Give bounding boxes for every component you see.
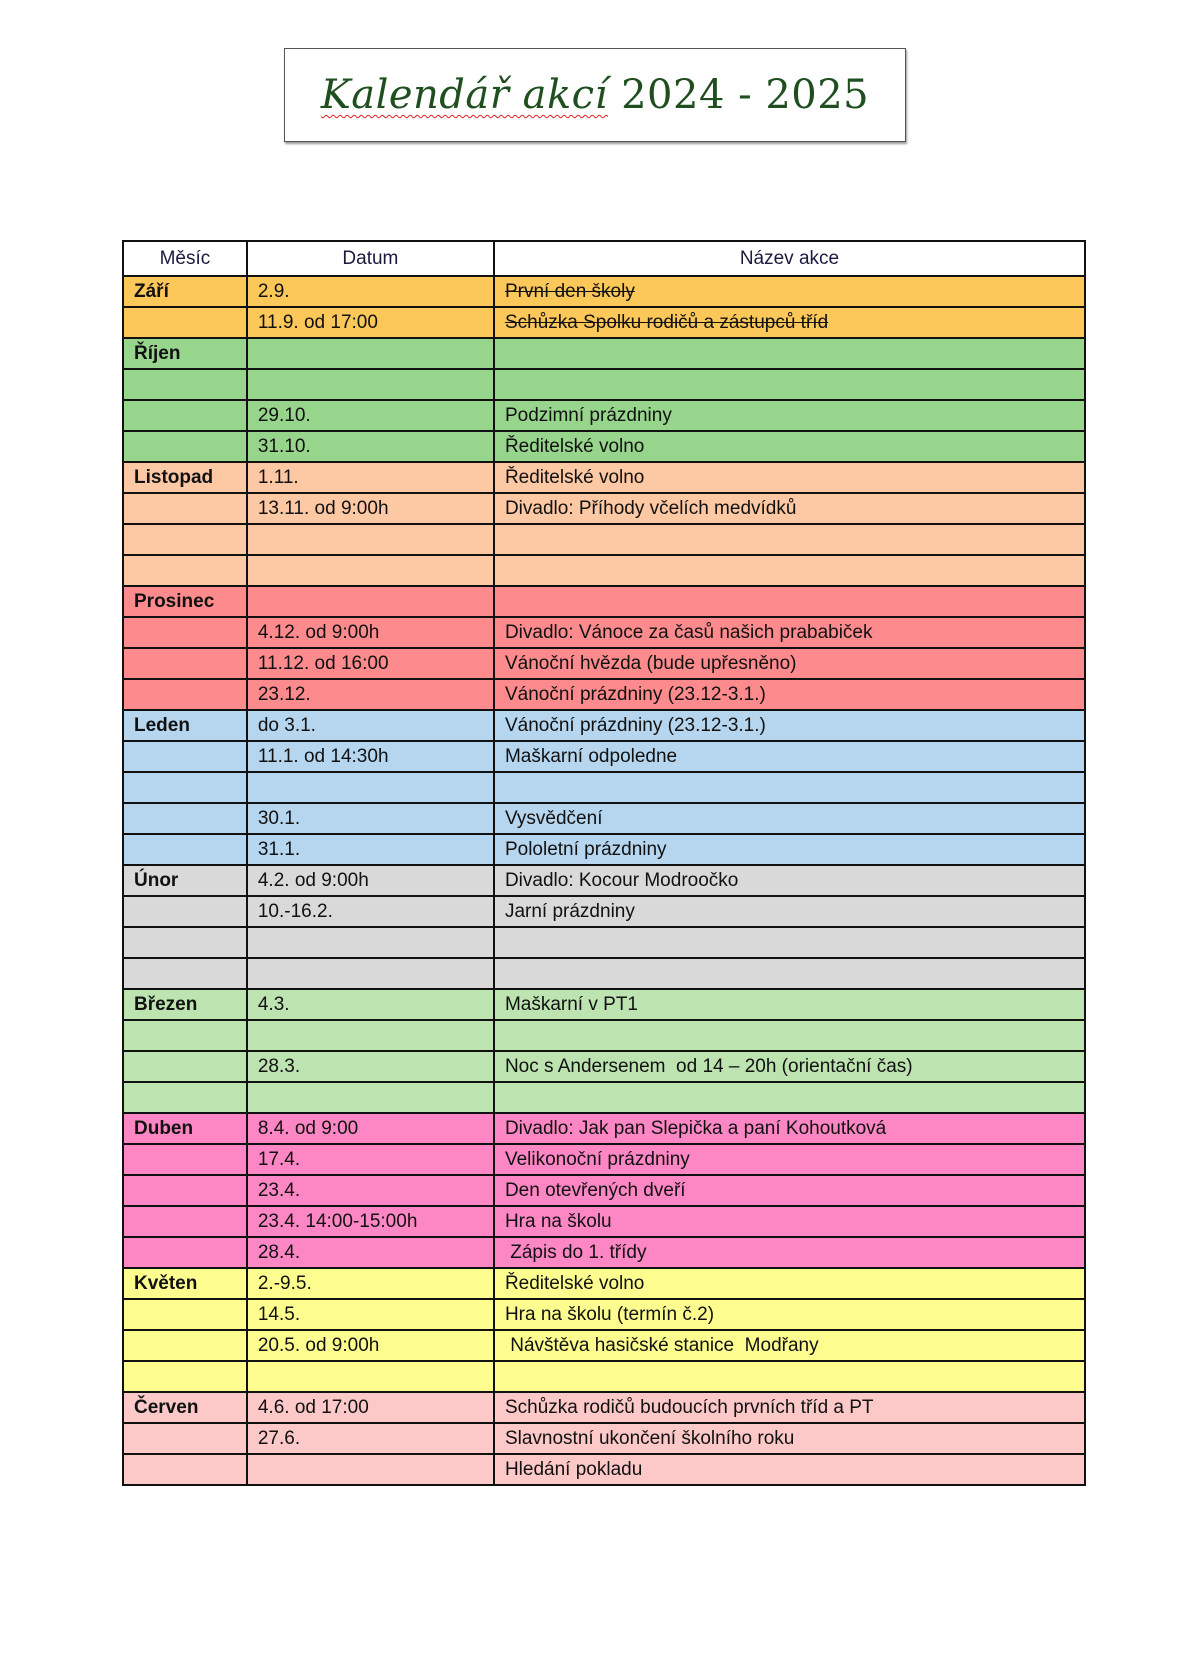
event-cell: Vysvědčení [494, 803, 1085, 834]
event-cell: Divadlo: Příhody včelích medvídků [494, 493, 1085, 524]
page-title [321, 72, 869, 118]
month-cell: Leden [123, 710, 247, 741]
month-cell: Prosinec [123, 586, 247, 617]
month-cell [123, 1020, 247, 1051]
event-cell [494, 1020, 1085, 1051]
month-cell [123, 896, 247, 927]
month-cell [123, 431, 247, 462]
table-row [123, 679, 1085, 710]
table-row [123, 896, 1085, 927]
header-month: Měsíc [123, 241, 247, 276]
table-row [123, 1330, 1085, 1361]
date-cell: 13.11. od 9:00h [247, 493, 494, 524]
header-event: Název akce [494, 241, 1085, 276]
date-cell: 20.5. od 9:00h [247, 1330, 494, 1361]
table-row [123, 555, 1085, 586]
date-cell: 8.4. od 9:00 [247, 1113, 494, 1144]
date-cell: 23.4. [247, 1175, 494, 1206]
date-cell: 4.3. [247, 989, 494, 1020]
month-cell [123, 1051, 247, 1082]
month-cell: Duben [123, 1113, 247, 1144]
date-cell: 28.3. [247, 1051, 494, 1082]
date-cell: 31.1. [247, 834, 494, 865]
event-cell: Vánoční hvězda (bude upřesněno) [494, 648, 1085, 679]
month-cell: Březen [123, 989, 247, 1020]
title-main: Kalendář akcí [320, 72, 608, 118]
table-row [123, 307, 1085, 338]
table-row [123, 710, 1085, 741]
date-cell: 4.12. od 9:00h [247, 617, 494, 648]
month-cell: Červen [123, 1392, 247, 1423]
event-cell [494, 1361, 1085, 1392]
date-cell: 23.12. [247, 679, 494, 710]
event-cell: Ředitelské volno [494, 462, 1085, 493]
table-row [123, 741, 1085, 772]
month-cell [123, 958, 247, 989]
date-cell: 28.4. [247, 1237, 494, 1268]
table-row [123, 1175, 1085, 1206]
month-cell [123, 648, 247, 679]
event-cell [494, 586, 1085, 617]
event-cell: Den otevřených dveří [494, 1175, 1085, 1206]
date-cell [247, 369, 494, 400]
date-cell: 1.11. [247, 462, 494, 493]
table-row [123, 338, 1085, 369]
month-cell [123, 555, 247, 586]
month-cell [123, 1454, 247, 1485]
month-cell: Únor [123, 865, 247, 896]
event-cell: Divadlo: Vánoce za časů našich prababiček [494, 617, 1085, 648]
event-cell [494, 555, 1085, 586]
table-row [123, 803, 1085, 834]
event-cell [494, 1082, 1085, 1113]
event-cell: Návštěva hasičské stanice Modřany [494, 1330, 1085, 1361]
month-cell [123, 927, 247, 958]
date-cell [247, 958, 494, 989]
event-cell: Hra na školu (termín č.2) [494, 1299, 1085, 1330]
table-row [123, 927, 1085, 958]
date-cell: 14.5. [247, 1299, 494, 1330]
table-row [123, 1268, 1085, 1299]
event-cell: Maškarní odpoledne [494, 741, 1085, 772]
event-cell: Divadlo: Kocour Modroočko [494, 865, 1085, 896]
date-cell: 17.4. [247, 1144, 494, 1175]
title-box [284, 48, 906, 142]
date-cell [247, 1454, 494, 1485]
date-cell: 11.12. od 16:00 [247, 648, 494, 679]
month-cell [123, 1423, 247, 1454]
date-cell [247, 1361, 494, 1392]
table-row [123, 586, 1085, 617]
table-row [123, 1144, 1085, 1175]
month-cell [123, 679, 247, 710]
event-cell: Vánoční prázdniny (23.12-3.1.) [494, 679, 1085, 710]
date-cell: 10.-16.2. [247, 896, 494, 927]
table-row [123, 1423, 1085, 1454]
event-cell: Velikonoční prázdniny [494, 1144, 1085, 1175]
table-row [123, 1051, 1085, 1082]
event-cell: Ředitelské volno [494, 431, 1085, 462]
event-cell: Noc s Andersenem od 14 – 20h (orientační čas) [494, 1051, 1085, 1082]
date-cell: 31.10. [247, 431, 494, 462]
table-row [123, 1237, 1085, 1268]
month-cell [123, 1237, 247, 1268]
table-row [123, 369, 1085, 400]
month-cell: Květen [123, 1268, 247, 1299]
table-row [123, 617, 1085, 648]
date-cell: do 3.1. [247, 710, 494, 741]
month-cell [123, 307, 247, 338]
month-cell [123, 772, 247, 803]
event-cell [494, 927, 1085, 958]
table-row [123, 1299, 1085, 1330]
date-cell: 4.6. od 17:00 [247, 1392, 494, 1423]
month-cell [123, 1299, 247, 1330]
event-cell [494, 369, 1085, 400]
event-cell: Pololetní prázdniny [494, 834, 1085, 865]
table-row [123, 276, 1085, 307]
date-cell [247, 1082, 494, 1113]
date-cell [247, 555, 494, 586]
event-cell: Schůzka Spolku rodičů a zástupců tříd [494, 307, 1085, 338]
month-cell [123, 617, 247, 648]
event-cell: Slavnostní ukončení školního roku [494, 1423, 1085, 1454]
date-cell [247, 927, 494, 958]
event-cell [494, 958, 1085, 989]
month-cell [123, 741, 247, 772]
month-cell [123, 1144, 247, 1175]
table-header-row [123, 241, 1085, 276]
table-row [123, 1082, 1085, 1113]
table-row [123, 1454, 1085, 1485]
title-years: 2024 - 2025 [607, 72, 870, 118]
month-cell [123, 1361, 247, 1392]
date-cell: 27.6. [247, 1423, 494, 1454]
event-cell: Ředitelské volno [494, 1268, 1085, 1299]
table-row [123, 524, 1085, 555]
event-cell: Divadlo: Jak pan Slepička a paní Kohoutková [494, 1113, 1085, 1144]
event-cell: Schůzka rodičů budoucích prvních tříd a PT [494, 1392, 1085, 1423]
event-cell: Hra na školu [494, 1206, 1085, 1237]
month-cell [123, 369, 247, 400]
table-row [123, 1361, 1085, 1392]
events-table [122, 240, 1086, 1486]
month-cell [123, 400, 247, 431]
table-row [123, 1392, 1085, 1423]
table-row [123, 648, 1085, 679]
event-cell: Hledání pokladu [494, 1454, 1085, 1485]
table-row [123, 772, 1085, 803]
month-cell [123, 834, 247, 865]
date-cell [247, 524, 494, 555]
month-cell [123, 1082, 247, 1113]
table-row [123, 1206, 1085, 1237]
table-row [123, 400, 1085, 431]
table-row [123, 958, 1085, 989]
date-cell: 11.9. od 17:00 [247, 307, 494, 338]
month-cell: Listopad [123, 462, 247, 493]
date-cell: 4.2. od 9:00h [247, 865, 494, 896]
table-row [123, 1113, 1085, 1144]
event-cell: Podzimní prázdniny [494, 400, 1085, 431]
month-cell [123, 1175, 247, 1206]
table-row [123, 865, 1085, 896]
date-cell: 11.1. od 14:30h [247, 741, 494, 772]
date-cell: 23.4. 14:00-15:00h [247, 1206, 494, 1237]
month-cell: Říjen [123, 338, 247, 369]
month-cell [123, 803, 247, 834]
table-row [123, 462, 1085, 493]
date-cell: 30.1. [247, 803, 494, 834]
date-cell [247, 338, 494, 369]
month-cell [123, 493, 247, 524]
event-cell [494, 772, 1085, 803]
event-cell [494, 524, 1085, 555]
date-cell: 2.9. [247, 276, 494, 307]
event-cell: Maškarní v PT1 [494, 989, 1085, 1020]
month-cell [123, 524, 247, 555]
table-row [123, 431, 1085, 462]
header-date: Datum [247, 241, 494, 276]
month-cell [123, 1206, 247, 1237]
event-cell: Vánoční prázdniny (23.12-3.1.) [494, 710, 1085, 741]
event-cell: Jarní prázdniny [494, 896, 1085, 927]
table-row [123, 1020, 1085, 1051]
event-cell [494, 338, 1085, 369]
table-row [123, 834, 1085, 865]
date-cell: 2.-9.5. [247, 1268, 494, 1299]
event-cell: Zápis do 1. třídy [494, 1237, 1085, 1268]
month-cell: Září [123, 276, 247, 307]
table-row [123, 493, 1085, 524]
date-cell [247, 586, 494, 617]
event-cell: První den školy [494, 276, 1085, 307]
date-cell [247, 1020, 494, 1051]
date-cell [247, 772, 494, 803]
date-cell: 29.10. [247, 400, 494, 431]
table-row [123, 989, 1085, 1020]
table-body [123, 276, 1085, 1485]
month-cell [123, 1330, 247, 1361]
